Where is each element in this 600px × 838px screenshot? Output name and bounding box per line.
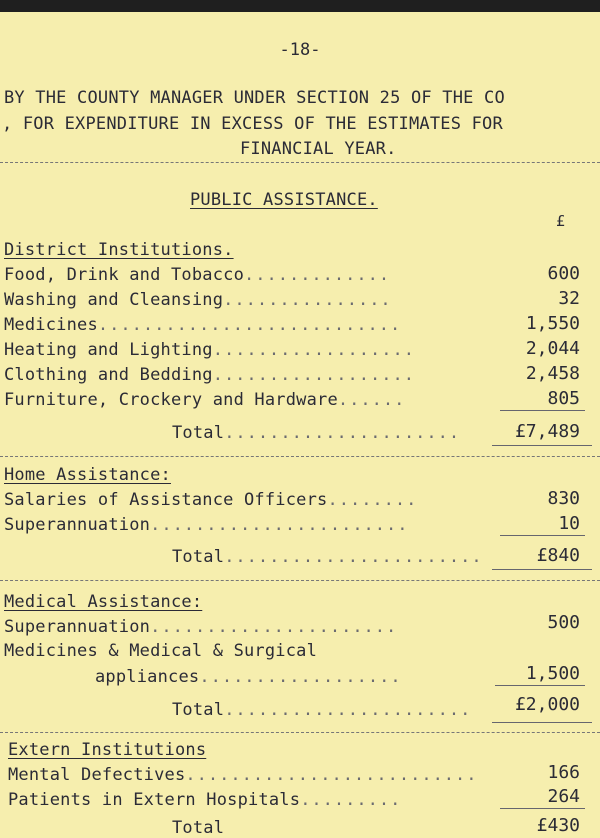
item-label: Medicines & Medical & Surgical [4, 641, 318, 661]
total-label: Total [172, 423, 225, 443]
district-item: Food, Drink and Tobacco............. [4, 265, 391, 285]
heading-line-3: FINANCIAL YEAR. [240, 139, 397, 159]
medical-item: Superannuation...................... [4, 617, 398, 637]
total-rule [492, 445, 592, 446]
extern-item: Mental Defectives.......................... [8, 765, 478, 785]
medical-item: appliances.................. [95, 667, 402, 687]
total-label: Total [172, 700, 225, 720]
heading-line-2: , FOR EXPENDITURE IN EXCESS OF THE ESTIMATES FOR [2, 114, 503, 134]
district-amount: 32 [558, 288, 580, 309]
district-title: District Institutions. [4, 240, 234, 260]
item-label: Heating and Lighting [4, 340, 213, 360]
medical-item [4, 641, 317, 661]
district-total-row: Total..................... [172, 423, 461, 443]
district-item: Heating and Lighting.................. [4, 340, 415, 360]
item-label: Superannuation [4, 617, 151, 637]
section-divider [0, 456, 600, 458]
item-label: Furniture, Crockery and Hardware [4, 390, 338, 410]
medical-amount: 1,500 [525, 663, 580, 684]
home-title: Home Assistance: [4, 465, 171, 485]
item-label: Salaries of Assistance Officers [4, 490, 328, 510]
medical-total-row: Total...................... [172, 700, 472, 720]
district-amount: 2,044 [525, 338, 580, 359]
item-label: Patients in Extern Hospitals [8, 790, 301, 810]
home-total: £840 [536, 545, 580, 566]
subtotal-rule [500, 535, 585, 536]
extern-total: £430 [536, 815, 580, 836]
district-amount: 805 [547, 388, 580, 409]
total-label: Total [172, 547, 225, 567]
extern-amount: 264 [547, 786, 580, 807]
district-item: Medicines........................... [4, 315, 402, 335]
item-label: Washing and Cleansing [4, 290, 224, 310]
item-label: Food, Drink and Tobacco [4, 265, 245, 285]
medical-title: Medical Assistance: [4, 592, 203, 612]
page-number: -18- [279, 40, 321, 60]
district-amount: 2,458 [525, 363, 580, 384]
total-label: Total [172, 818, 225, 838]
home-item: Superannuation....................... [4, 515, 409, 535]
extern-item: Patients in Extern Hospitals......... [8, 790, 402, 810]
medical-total: £2,000 [514, 694, 580, 715]
item-label: appliances [95, 667, 200, 687]
district-item: Clothing and Bedding.................. [4, 365, 415, 385]
section-title: PUBLIC ASSISTANCE. [190, 190, 378, 210]
home-amount: 10 [558, 513, 580, 534]
extern-title: Extern Institutions [8, 740, 207, 760]
district-item: Furniture, Crockery and Hardware...... [4, 390, 406, 410]
district-amount: 1,550 [525, 313, 580, 334]
subtotal-rule [495, 685, 585, 686]
district-amount: 600 [547, 263, 580, 284]
section-divider [0, 580, 600, 582]
heading-line-1: BY THE COUNTY MANAGER UNDER SECTION 25 OF THE CO [4, 88, 505, 108]
page-top-edge [0, 0, 600, 12]
section-divider [0, 732, 600, 734]
heading-divider [0, 162, 600, 164]
item-label: Mental Defectives [8, 765, 186, 785]
district-total: £7,489 [514, 421, 580, 442]
extern-amount: 166 [547, 762, 580, 783]
item-label: Medicines [4, 315, 98, 335]
extern-total-row [172, 818, 224, 838]
subtotal-rule [500, 808, 585, 809]
home-total-row: Total....................... [172, 547, 483, 567]
total-rule [492, 569, 592, 570]
item-label: Clothing and Bedding [4, 365, 213, 385]
currency-symbol: £ [556, 212, 566, 230]
item-label: Superannuation [4, 515, 151, 535]
medical-amount: 500 [547, 612, 580, 633]
total-rule [492, 722, 592, 723]
district-item: Washing and Cleansing............... [4, 290, 392, 310]
subtotal-rule [500, 410, 585, 411]
home-item: Salaries of Assistance Officers........ [4, 490, 418, 510]
home-amount: 830 [547, 488, 580, 509]
